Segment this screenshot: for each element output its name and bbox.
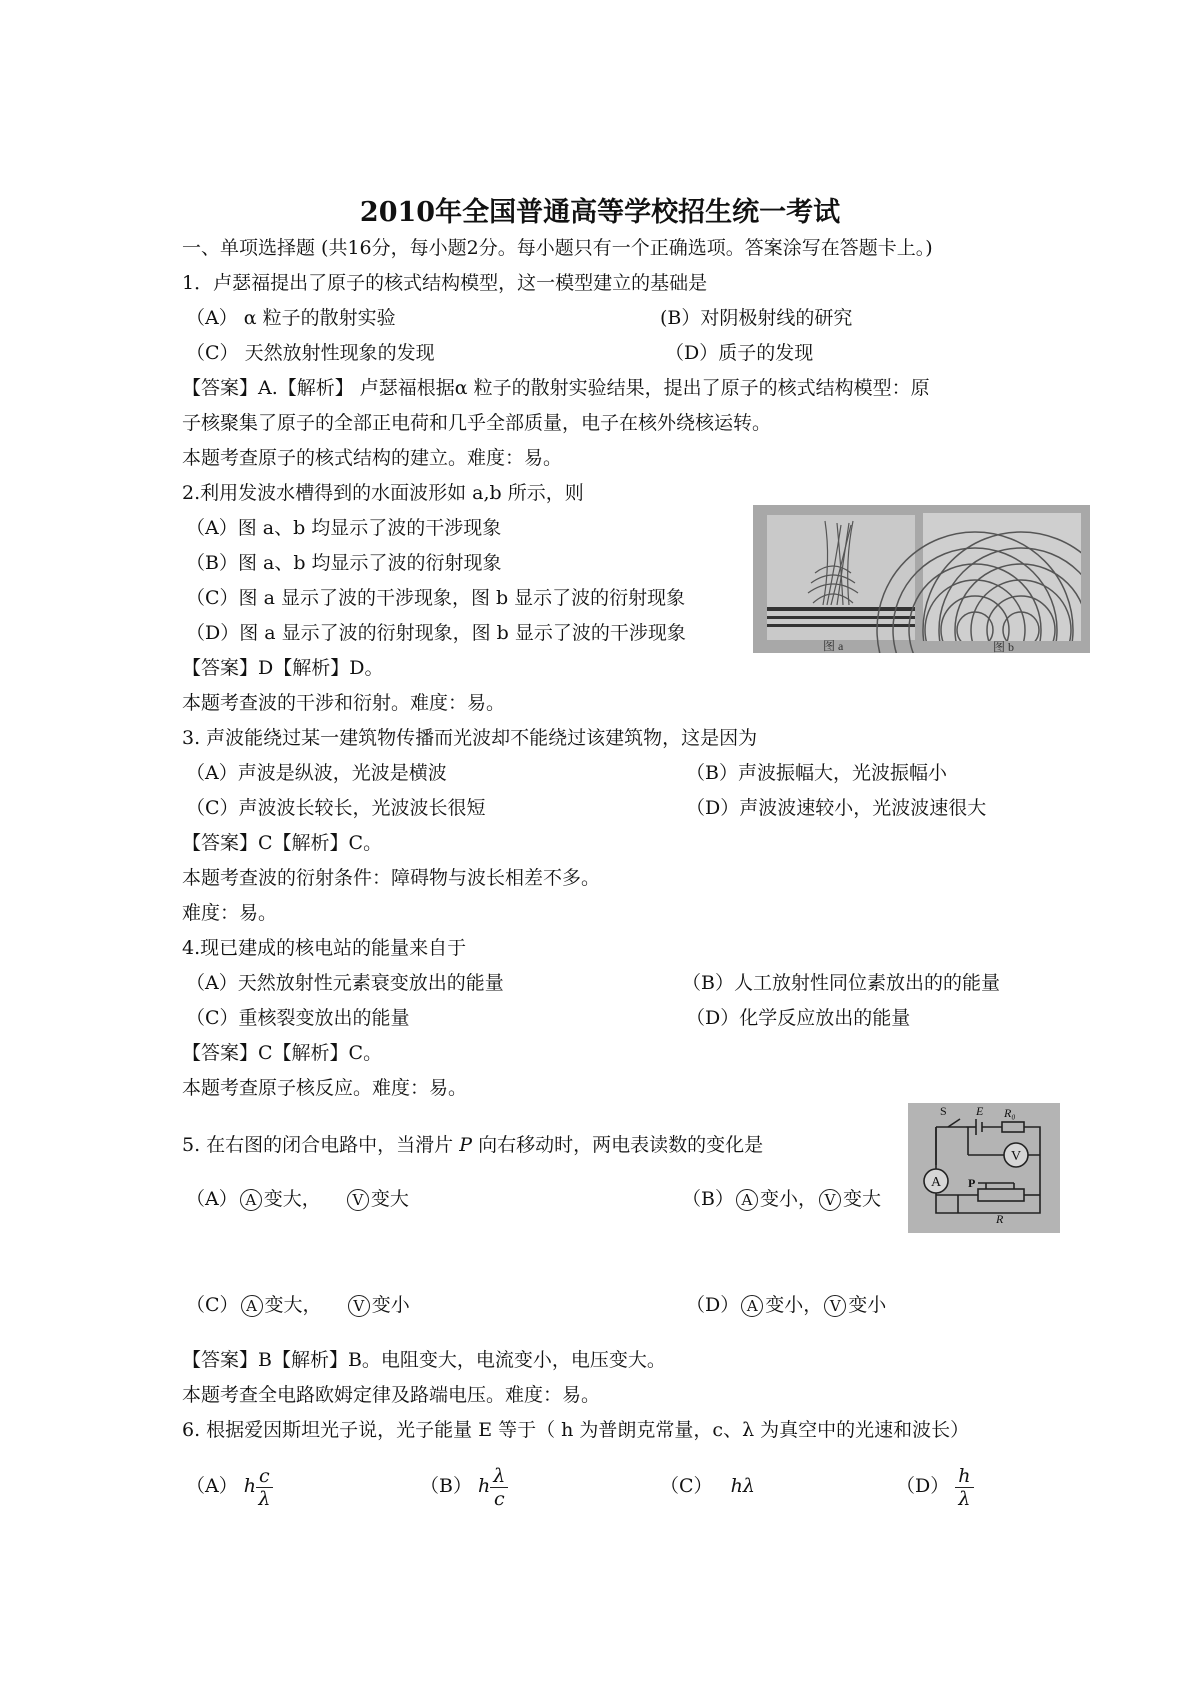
q6-option-d-numerator: h xyxy=(955,1465,973,1488)
q6-option-c-label: （C） xyxy=(660,1475,713,1497)
q5-stem-suffix: 向右移动时，两电表读数的变化是 xyxy=(478,1134,764,1156)
q5-note: 本题考查全电路欧姆定律及路端电压。难度：易。 xyxy=(182,1384,601,1406)
q5-option-c xyxy=(186,1292,410,1318)
q6-option-a-fraction xyxy=(256,1465,273,1510)
q4-option-b: （B）人工放射性同位素放出的的能量 xyxy=(682,972,1000,994)
q5-answer: 【答案】B【解析】B。电阻变大，电流变小，电压变大。 xyxy=(182,1349,666,1371)
q4-option-d: （D）化学反应放出的能量 xyxy=(686,1007,911,1029)
q3-note: 本题考查波的衍射条件：障碍物与波长相差不多。 xyxy=(182,867,601,889)
q5-option-a-voltmeter-text: 变大 xyxy=(370,1188,409,1210)
q6-option-c xyxy=(660,1462,755,1510)
q5-stem-var: P xyxy=(459,1134,473,1156)
ammeter-symbol: A xyxy=(741,1295,763,1317)
q6-option-b-prefix: h xyxy=(478,1475,491,1497)
q6-option-c-expression: hλ xyxy=(730,1475,755,1497)
q6-option-b-fraction xyxy=(490,1465,508,1510)
q6-option-a xyxy=(186,1462,273,1510)
q5-option-b-label: （B） xyxy=(682,1188,734,1210)
q4-note: 本题考查原子核反应。难度：易。 xyxy=(182,1077,468,1099)
q5-option-d-ammeter-text: 变小， xyxy=(765,1294,823,1316)
q1-option-a: （A） α 粒子的散射实验 xyxy=(186,307,396,329)
q4-stem: 4.现已建成的核电站的能量来自于 xyxy=(182,937,467,959)
q6-option-d-fraction xyxy=(955,1465,973,1510)
voltmeter-symbol: V xyxy=(824,1295,846,1317)
circuit-label-r0: R₀ xyxy=(1004,1106,1016,1120)
q5-option-a-ammeter-text: 变大， xyxy=(263,1188,321,1210)
q2-option-a: （A）图 a、b 均显示了波的干涉现象 xyxy=(186,517,502,539)
q4-option-c: （C）重核裂变放出的能量 xyxy=(186,1007,410,1029)
figure-b-label: 图 b xyxy=(993,640,1015,653)
circuit-label-s: S xyxy=(940,1104,947,1118)
q2-answer: 【答案】D【解析】D。 xyxy=(182,657,384,679)
q2-note: 本题考查波的干涉和衍射。难度：易。 xyxy=(182,692,506,714)
q6-option-a-numerator: c xyxy=(256,1465,273,1488)
q1-option-b: (B）对阴极射线的研究 xyxy=(660,307,853,329)
q3-option-a: （A）声波是纵波，光波是横波 xyxy=(186,762,447,784)
q5-option-d xyxy=(686,1292,886,1318)
q5-option-b xyxy=(682,1186,881,1212)
q6-stem: 6. 根据爱因斯坦光子说，光子能量 E 等于（ h 为普朗克常量，c、λ 为真空中的光速和波长） xyxy=(182,1419,970,1441)
q5-option-c-voltmeter-text: 变小 xyxy=(371,1294,410,1316)
circuit-label-a: A xyxy=(930,1175,942,1190)
q4-option-a: （A）天然放射性元素衰变放出的能量 xyxy=(186,972,504,994)
q1-option-c: （C） 天然放射性现象的发现 xyxy=(186,342,435,364)
voltmeter-symbol: V xyxy=(347,1189,369,1211)
q6-option-a-prefix: h xyxy=(243,1475,257,1497)
voltmeter-symbol: V xyxy=(348,1295,370,1317)
q2-option-b: （B）图 a、b 均显示了波的衍射现象 xyxy=(186,552,502,574)
q5-option-b-voltmeter-text: 变大 xyxy=(842,1188,881,1210)
q6-option-a-denominator: λ xyxy=(258,1487,271,1510)
circuit-label-p: P xyxy=(968,1176,976,1190)
exam-title: 2010年全国普通高等学校招生统一考试 xyxy=(359,197,841,228)
q3-stem: 3. 声波能绕过某一建筑物传播而光波却不能绕过该建筑物，这是因为 xyxy=(182,727,758,749)
q6-option-d xyxy=(896,1462,974,1510)
q3-option-d: （D）声波波速较小，光波波速很大 xyxy=(686,797,987,819)
q1-stem: 1．卢瑟福提出了原子的核式结构模型，这一模型建立的基础是 xyxy=(182,272,708,294)
circuit-label-r: R xyxy=(996,1212,1004,1226)
q6-option-d-denominator: λ xyxy=(958,1487,971,1510)
circuit-diagram xyxy=(908,1103,1060,1233)
q5-option-d-voltmeter-text: 变小 xyxy=(848,1294,887,1316)
q4-answer: 【答案】C【解析】C。 xyxy=(182,1042,383,1064)
q5-option-c-ammeter-text: 变大， xyxy=(264,1294,322,1316)
q5-option-c-label: （C） xyxy=(186,1294,239,1316)
q1-option-d: （D）质子的发现 xyxy=(665,342,814,364)
q1-note: 本题考查原子的核式结构的建立。难度：易。 xyxy=(182,447,563,469)
q2-stem: 2.利用发波水槽得到的水面波形如 a,b 所示，则 xyxy=(182,482,584,504)
voltmeter-symbol: V xyxy=(819,1189,841,1211)
q5-stem-prefix: 5. 在右图的闭合电路中，当滑片 xyxy=(182,1134,454,1156)
q2-option-d: （D）图 a 显示了波的衍射现象，图 b 显示了波的干涉现象 xyxy=(186,622,686,644)
ammeter-symbol: A xyxy=(736,1189,758,1211)
q2-option-c: （C）图 a 显示了波的干涉现象，图 b 显示了波的衍射现象 xyxy=(186,587,686,609)
q5-option-d-label: （D） xyxy=(686,1294,740,1316)
figure-a-label: 图 a xyxy=(823,639,844,653)
section-heading: 一、单项选择题 (共16分，每小题2分。每小题只有一个正确选项。答案涂写在答题卡上。) xyxy=(182,237,933,259)
q1-answer-line1: 【答案】A.【解析】 卢瑟福根据α 粒子的散射实验结果，提出了原子的核式结构模型：原 xyxy=(182,377,930,399)
q5-option-a xyxy=(186,1186,409,1212)
q5-stem xyxy=(182,1132,763,1158)
circuit-label-e: E xyxy=(976,1104,984,1118)
ammeter-symbol: A xyxy=(240,1189,262,1211)
q5-option-a-label: （A） xyxy=(186,1188,238,1210)
wave-tank-figure xyxy=(753,505,1090,653)
q5-option-b-ammeter-text: 变小， xyxy=(759,1188,817,1210)
q6-option-a-label: （A） xyxy=(186,1475,238,1497)
q6-option-b-denominator: c xyxy=(493,1487,505,1510)
q6-option-b xyxy=(420,1462,508,1510)
q1-answer-line2: 子核聚集了原子的全部正电荷和几乎全部质量，电子在核外绕核运转。 xyxy=(182,412,772,434)
q6-option-d-label: （D） xyxy=(896,1475,950,1497)
q6-option-b-label: （B） xyxy=(420,1475,472,1497)
circuit-label-v: V xyxy=(1010,1149,1022,1164)
q3-difficulty: 难度：易。 xyxy=(182,902,278,924)
q3-answer: 【答案】C【解析】C。 xyxy=(182,832,383,854)
q3-option-b: （B）声波振幅大，光波振幅小 xyxy=(686,762,947,784)
q6-option-b-numerator: λ xyxy=(490,1465,508,1488)
q3-option-c: （C）声波波长较长，光波波长很短 xyxy=(186,797,486,819)
ammeter-symbol: A xyxy=(241,1295,263,1317)
